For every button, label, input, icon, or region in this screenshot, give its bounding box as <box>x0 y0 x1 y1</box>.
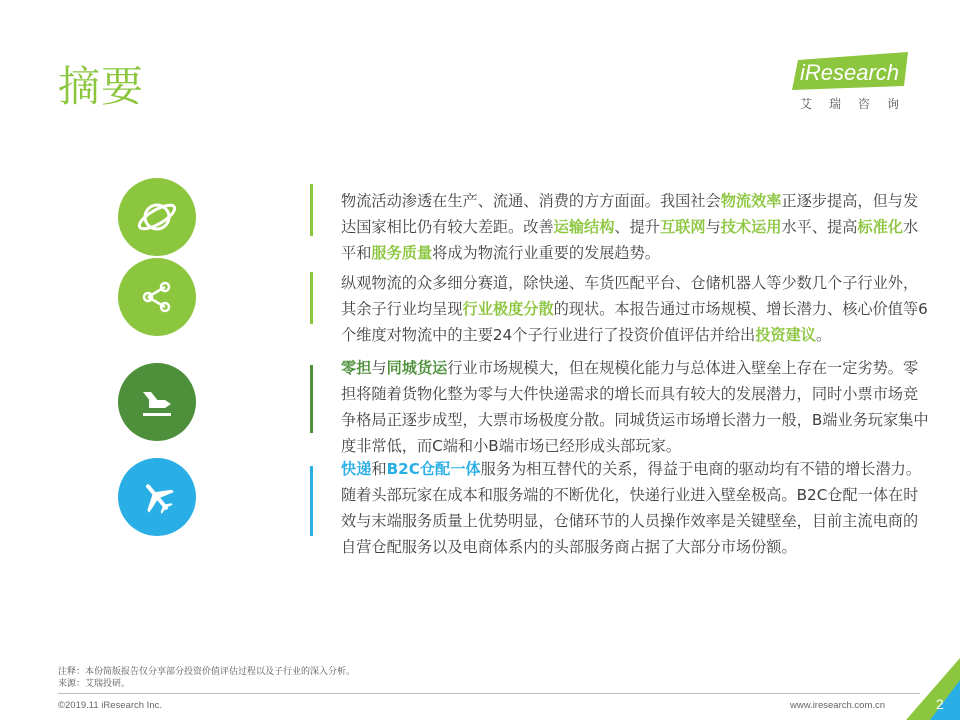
highlight-keyword: B2C仓配一体 <box>386 460 481 478</box>
iresearch-logo-mark <box>792 50 912 92</box>
page-number: 2 <box>936 696 944 712</box>
highlight-keyword: 零担 <box>341 359 372 377</box>
copyright: ©2019.11 iResearch Inc. <box>58 700 162 711</box>
text-segment: 的现状。本报告通过市场规模、增长潜力、核心价值等6个维度对物流中的主要24个子行业进行了投资价值评估并给出 <box>341 300 928 344</box>
item-2-divider <box>310 272 313 324</box>
text-segment: 、提升 <box>614 218 660 236</box>
item-3-text <box>341 355 931 459</box>
text-segment: 与 <box>371 359 387 377</box>
text-segment: 正逐步提高，但与发达国家相比仍有较大差距。改善 <box>341 192 919 236</box>
page-title: 摘要 <box>58 62 145 111</box>
item-1-icon-circle <box>118 178 196 256</box>
corner-decoration <box>900 650 960 720</box>
item-4-icon-circle <box>118 458 196 536</box>
highlight-keyword: 互联网 <box>659 218 706 236</box>
footer-notes <box>58 666 355 690</box>
website-link[interactable]: www.iresearch.com.cn <box>790 700 886 711</box>
text-segment: 物流活动渗透在生产、流通、消费的方方面面。我国社会 <box>341 192 721 210</box>
text-segment: 和 <box>371 460 387 478</box>
highlight-keyword: 服务质量 <box>371 244 433 262</box>
text-segment: 行业市场规模大，但在规模化能力与总体进入壁垒上存在一定劣势。零担将随着货物化整为零与大件快递需求的增长而具有较大的发展潜力，同时小票市场竞争格局正逐步成型，大票市场极度分散。同城货运市场增长潜力一般，B端业务玩家集中度非常低，而C端和小B端市场已经形成头部玩家。 <box>341 359 929 455</box>
logo-brand-text: iResearch <box>800 60 900 85</box>
highlight-keyword: 标准化 <box>857 218 903 236</box>
highlight-keyword: 同城货运 <box>386 359 448 377</box>
item-3-divider <box>310 365 313 433</box>
highlight-keyword: 技术运用 <box>720 218 782 236</box>
highlight-keyword: 物流效率 <box>720 192 782 210</box>
item-1-text <box>341 188 931 266</box>
footer-source: 来源：艾瑞投研。 <box>58 679 131 689</box>
footer-divider <box>58 693 920 694</box>
text-segment: 服务为相互替代的关系，得益于电商的驱动均有不错的增长潜力。随着头部玩家在成本和服务端的不断优化，快递行业进入壁垒极高。B2C仓配一体在时效与末端服务质量上优势明显，仓储环节的人员操作效率是关键壁垒，目前主流电商的自营仓配服务以及电商体系内的头部服务商占据了大部分市场份额。 <box>341 460 922 556</box>
logo-chinese-text: 艾瑞咨询 <box>800 97 917 111</box>
highlight-keyword: 快递 <box>341 460 372 478</box>
highlight-keyword: 行业极度分散 <box>462 300 554 318</box>
truck-arrow-icon <box>135 380 179 424</box>
share-icon <box>135 275 179 319</box>
airplane-icon <box>135 475 179 519</box>
planet-icon <box>135 195 179 239</box>
highlight-keyword: 投资建议 <box>755 326 816 344</box>
item-2-text <box>341 270 931 348</box>
highlight-keyword: 运输结构 <box>553 218 615 236</box>
item-1-divider <box>310 184 313 236</box>
text-segment: 水平、提高 <box>781 218 858 236</box>
text-segment: 与 <box>705 218 721 236</box>
item-2-icon-circle <box>118 258 196 336</box>
text-segment: 。 <box>815 326 832 344</box>
item-4-text <box>341 456 931 560</box>
iresearch-logo <box>770 50 920 112</box>
item-3-icon-circle <box>118 363 196 441</box>
footer-note: 注释：本份简版报告仅分享部分投资价值评估过程以及子行业的深入分析。 <box>58 667 356 677</box>
text-segment: 水平和 <box>341 218 919 262</box>
item-4-divider <box>310 466 313 536</box>
text-segment: 纵观物流的众多细分赛道，除快递、车货匹配平台、仓储机器人等少数几个子行业外，其余子行业均呈现 <box>341 274 919 318</box>
text-segment: 将成为物流行业重要的发展趋势。 <box>432 244 660 262</box>
